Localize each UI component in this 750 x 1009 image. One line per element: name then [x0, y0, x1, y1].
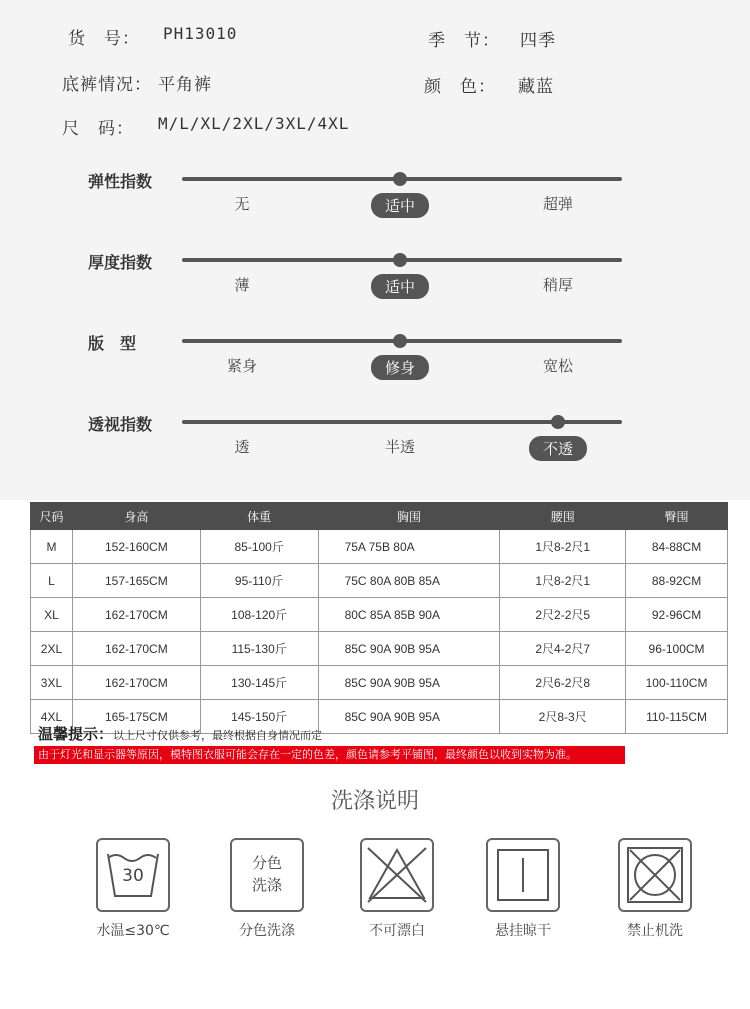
cell-size: L [31, 564, 73, 598]
separate-icon-text-1: 分色 [251, 854, 282, 872]
header-weight: 体重 [200, 503, 318, 530]
cell-bust: 80C 85A 85B 90A [318, 598, 500, 632]
scale-option: 宽松 [542, 357, 574, 375]
cell-weight: 115-130斤 [200, 632, 318, 666]
scale-label: 版 型 [88, 334, 137, 353]
cell-size: M [31, 530, 73, 564]
cell-size: XL [31, 598, 73, 632]
size-table-row [31, 530, 728, 564]
cell-size: 4XL [31, 700, 73, 734]
care-item-separate [217, 838, 317, 940]
care-caption: 分色洗涤 [239, 923, 295, 939]
scale-knob [393, 253, 407, 267]
wash-temp-number: 30 [122, 866, 144, 886]
item-no-label: 货 号： [68, 29, 140, 49]
scale-knob [393, 172, 407, 186]
cell-waist: 1尺8-2尺1 [500, 564, 626, 598]
scale-option: 透 [234, 438, 250, 456]
color-disclaimer-banner: 由于灯光和显示器等原因，模特图衣服可能会存在一定的色差，颜色请参考平铺图，最终颜色以收到实物为准。 [34, 746, 625, 764]
scale-option: 半透 [384, 438, 416, 456]
scale-knob [551, 415, 565, 429]
cell-size: 3XL [31, 666, 73, 700]
scale-option: 紧身 [226, 357, 258, 375]
size-table-row [31, 632, 728, 666]
cell-hip: 96-100CM [626, 632, 728, 666]
size-value: M/L/XL/2XL/3XL/4XL [158, 114, 350, 133]
care-caption: 不可漂白 [369, 923, 425, 939]
care-caption: 水温≤30℃ [96, 923, 170, 939]
scale-option-selected: 适中 [371, 193, 429, 218]
header-height: 身高 [72, 503, 200, 530]
no-bleach-icon [360, 838, 434, 912]
scale-label: 弹性指数 [88, 172, 153, 191]
cell-waist: 2尺8-3尺 [500, 700, 626, 734]
cell-height: 152-160CM [72, 530, 200, 564]
cell-waist: 2尺4-2尺7 [500, 632, 626, 666]
cell-size: 2XL [31, 632, 73, 666]
cell-weight: 95-110斤 [200, 564, 318, 598]
cell-bust: 75A 75B 80A [318, 530, 500, 564]
cell-weight: 145-150斤 [200, 700, 318, 734]
cell-waist: 2尺2-2尺5 [500, 598, 626, 632]
cell-height: 165-175CM [72, 700, 200, 734]
underpants-value: 平角裤 [158, 75, 212, 95]
size-table-row [31, 666, 728, 700]
care-item-no-bleach [347, 838, 447, 940]
scale-option: 薄 [234, 276, 250, 294]
cell-waist: 2尺6-2尺8 [500, 666, 626, 700]
season-label: 季 节： [428, 31, 500, 51]
cell-weight: 130-145斤 [200, 666, 318, 700]
cell-bust: 85C 90A 90B 95A [318, 666, 500, 700]
header-waist: 腰围 [500, 503, 626, 530]
size-table-row [31, 598, 728, 632]
hang-dry-icon [486, 838, 560, 912]
scale-option-selected: 不透 [529, 436, 587, 461]
cell-height: 157-165CM [72, 564, 200, 598]
cell-hip: 100-110CM [626, 666, 728, 700]
care-caption: 悬挂晾干 [495, 923, 551, 939]
cell-weight: 108-120斤 [200, 598, 318, 632]
cell-height: 162-170CM [72, 598, 200, 632]
care-item-wash-temp [83, 838, 183, 940]
cell-hip: 88-92CM [626, 564, 728, 598]
washing-title: 洗涤说明 [330, 789, 419, 814]
cell-bust: 85C 90A 90B 95A [318, 632, 500, 666]
size-table-header [31, 503, 728, 530]
cell-bust: 85C 90A 90B 95A [318, 700, 500, 734]
cell-weight: 85-100斤 [200, 530, 318, 564]
cell-waist: 1尺8-2尺1 [500, 530, 626, 564]
care-item-hang-dry [473, 838, 573, 940]
scale-option: 稍厚 [542, 276, 574, 294]
scale-label: 透视指数 [88, 415, 153, 434]
cell-hip: 92-96CM [626, 598, 728, 632]
scale-option: 超弹 [542, 195, 574, 213]
header-bust: 胸围 [318, 503, 500, 530]
underpants-label: 底裤情况： [62, 75, 152, 95]
scale-label: 厚度指数 [88, 253, 153, 272]
care-caption: 禁止机洗 [627, 923, 683, 939]
size-label: 尺 码： [62, 119, 134, 139]
tip-title: 温馨提示： [38, 725, 114, 743]
scale-knob [393, 334, 407, 348]
cell-hip: 110-115CM [626, 700, 728, 734]
size-table-row [31, 564, 728, 598]
item-no-value: PH13010 [163, 24, 238, 43]
care-item-no-machine [605, 838, 705, 940]
scale-option-selected: 适中 [371, 274, 429, 299]
wash-tub-icon [96, 838, 170, 912]
cell-hip: 84-88CM [626, 530, 728, 564]
separate-icon-text-2: 洗涤 [251, 876, 282, 894]
cell-bust: 75C 80A 80B 85A [318, 564, 500, 598]
header-hip: 臀围 [626, 503, 728, 530]
tip-text: 以上尺寸仅供参考，最终根据自身情况而定 [113, 729, 323, 742]
size-table [30, 502, 728, 734]
season-value: 四季 [520, 31, 556, 51]
cell-height: 162-170CM [72, 666, 200, 700]
header-size: 尺码 [31, 503, 73, 530]
separate-colors-icon [230, 838, 304, 912]
color-label: 颜 色： [424, 77, 496, 97]
color-value: 藏蓝 [518, 77, 554, 97]
no-machine-wash-icon [618, 838, 692, 912]
cell-height: 162-170CM [72, 632, 200, 666]
tip [38, 723, 322, 744]
scale-option: 无 [234, 195, 250, 213]
scale-option-selected: 修身 [371, 355, 429, 380]
